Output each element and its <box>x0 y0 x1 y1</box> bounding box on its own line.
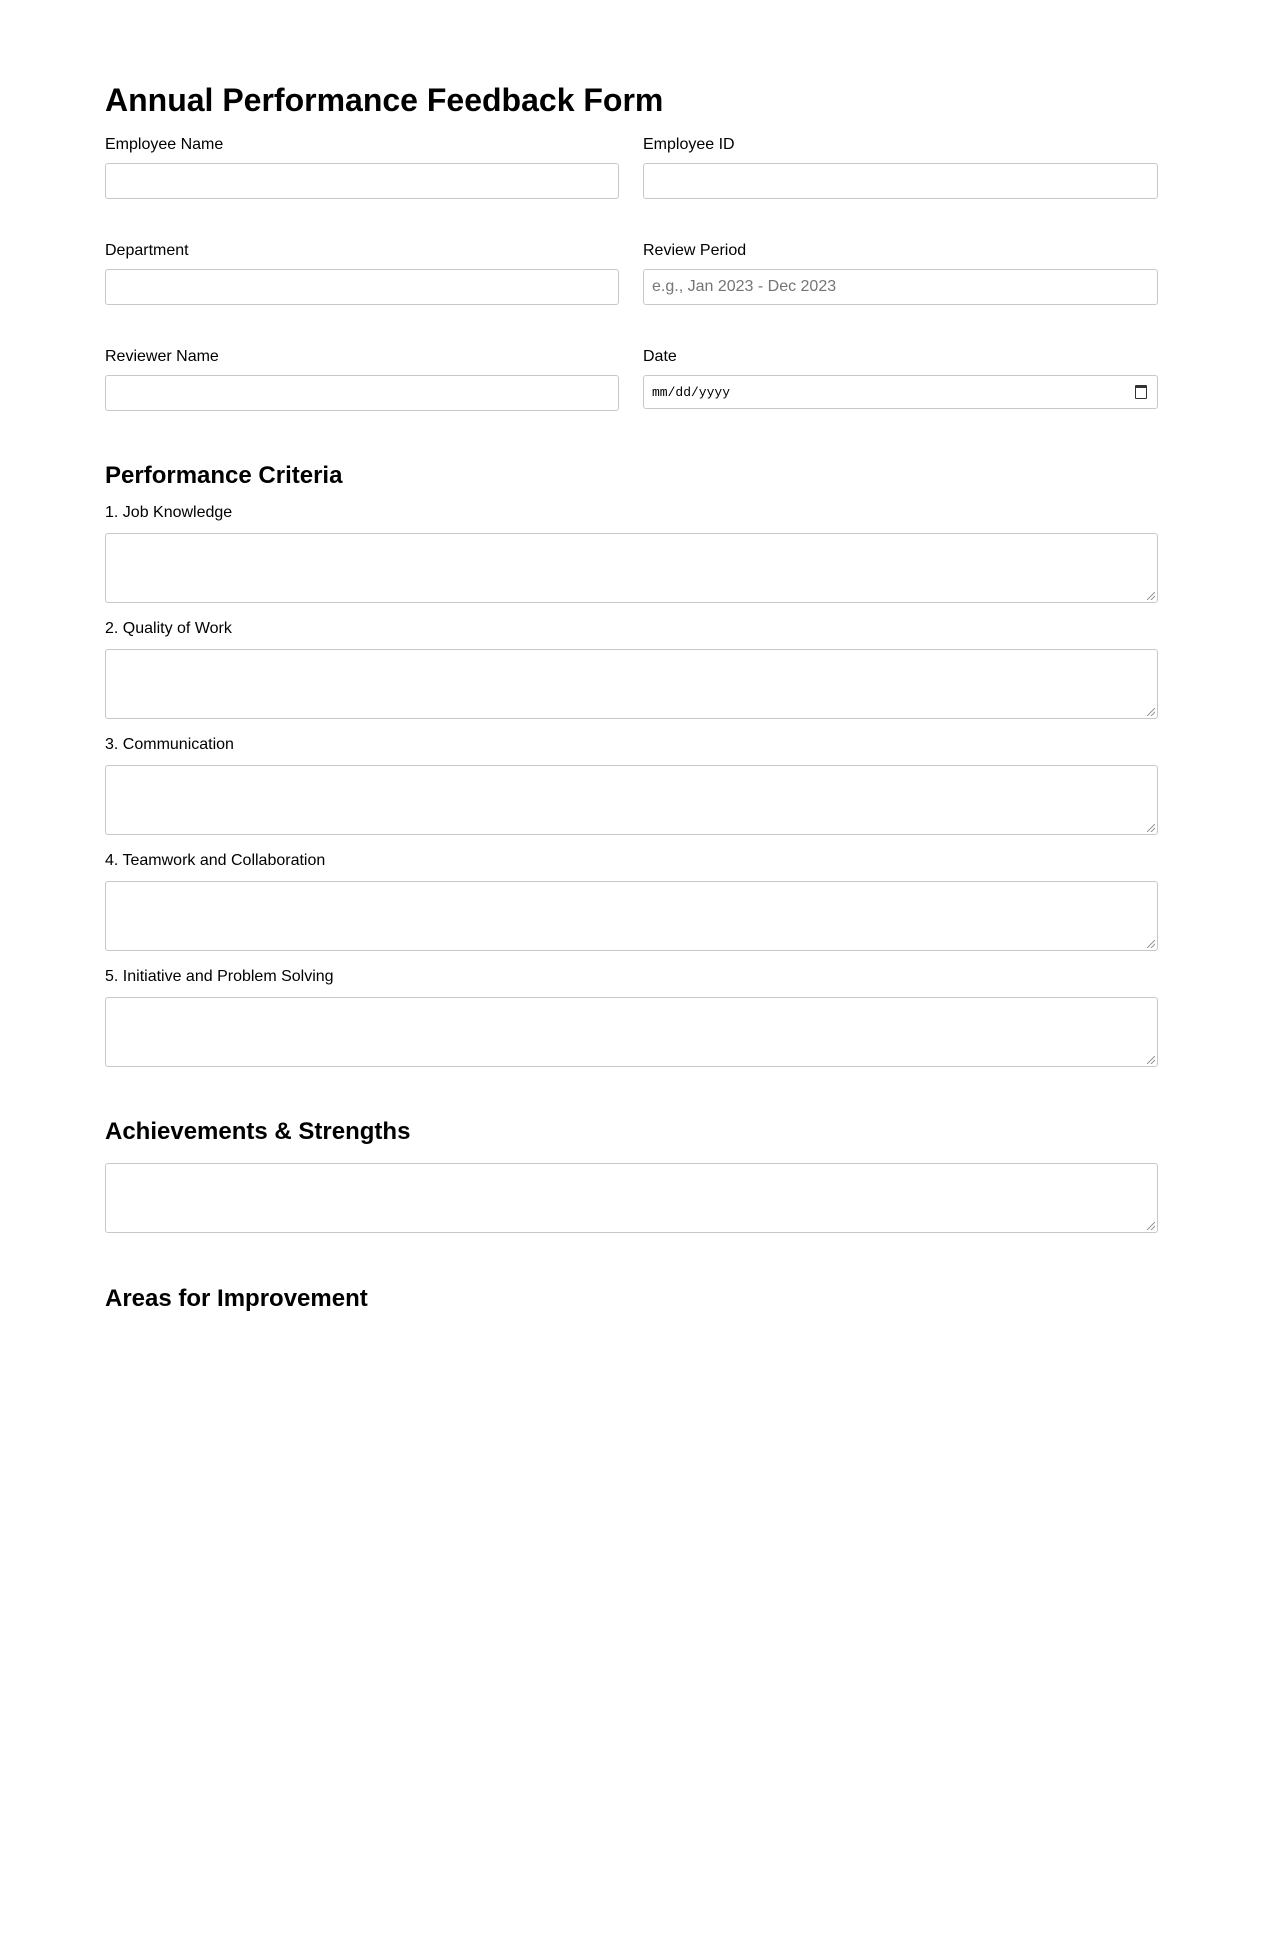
employee-info-grid <box>105 136 1158 454</box>
resize-handle-icon[interactable] <box>1147 824 1155 832</box>
employee-id-label: Employee ID <box>643 136 735 153</box>
field-employee-name <box>105 136 619 199</box>
criterion-initiative <box>105 968 1158 1067</box>
communication-textarea[interactable] <box>105 765 1158 835</box>
criterion-teamwork <box>105 852 1158 951</box>
review-period-placeholder: e.g., Jan 2023 - Dec 2023 <box>652 278 837 295</box>
quality-of-work-textarea[interactable] <box>105 649 1158 719</box>
resize-handle-icon[interactable] <box>1147 1222 1155 1230</box>
reviewer-name-label: Reviewer Name <box>105 348 219 365</box>
department-label: Department <box>105 242 189 259</box>
criterion-communication <box>105 736 1158 835</box>
teamwork-textarea[interactable] <box>105 881 1158 951</box>
criterion-label: 2. Quality of Work <box>105 620 232 637</box>
field-employee-id <box>643 136 1158 199</box>
criterion-job-knowledge <box>105 504 1158 603</box>
calendar-icon[interactable] <box>1135 385 1147 399</box>
review-period-label: Review Period <box>643 242 747 259</box>
improvement-section <box>105 1285 1158 1313</box>
criterion-label: 4. Teamwork and Collaboration <box>105 852 326 869</box>
achievements-textarea[interactable] <box>105 1163 1158 1233</box>
achievements-heading: Achievements & Strengths <box>105 1118 411 1145</box>
employee-name-label: Employee Name <box>105 136 224 153</box>
performance-criteria-section <box>105 462 1158 1084</box>
date-input[interactable] <box>643 375 1158 409</box>
review-period-input[interactable] <box>643 269 1158 305</box>
criterion-label: 1. Job Knowledge <box>105 504 233 521</box>
criterion-label: 3. Communication <box>105 736 234 753</box>
employee-id-input[interactable] <box>643 163 1158 199</box>
improvement-heading: Areas for Improvement <box>105 1285 368 1312</box>
initiative-textarea[interactable] <box>105 997 1158 1067</box>
employee-name-input[interactable] <box>105 163 619 199</box>
criterion-label: 5. Initiative and Problem Solving <box>105 968 334 985</box>
field-reviewer-name <box>105 348 619 411</box>
page-title: Annual Performance Feedback Form <box>105 82 664 118</box>
field-date <box>643 348 1158 411</box>
resize-handle-icon[interactable] <box>1147 708 1155 716</box>
resize-handle-icon[interactable] <box>1147 592 1155 600</box>
criterion-quality-of-work <box>105 620 1158 719</box>
resize-handle-icon[interactable] <box>1147 940 1155 948</box>
field-department <box>105 242 619 305</box>
achievements-section <box>105 1118 1158 1250</box>
date-label: Date <box>643 348 677 365</box>
performance-criteria-heading: Performance Criteria <box>105 462 343 489</box>
department-input[interactable] <box>105 269 619 305</box>
field-review-period <box>643 242 1158 305</box>
reviewer-name-input[interactable] <box>105 375 619 411</box>
job-knowledge-textarea[interactable] <box>105 533 1158 603</box>
date-placeholder: mm/dd/yyyy <box>652 384 731 400</box>
resize-handle-icon[interactable] <box>1147 1056 1155 1064</box>
